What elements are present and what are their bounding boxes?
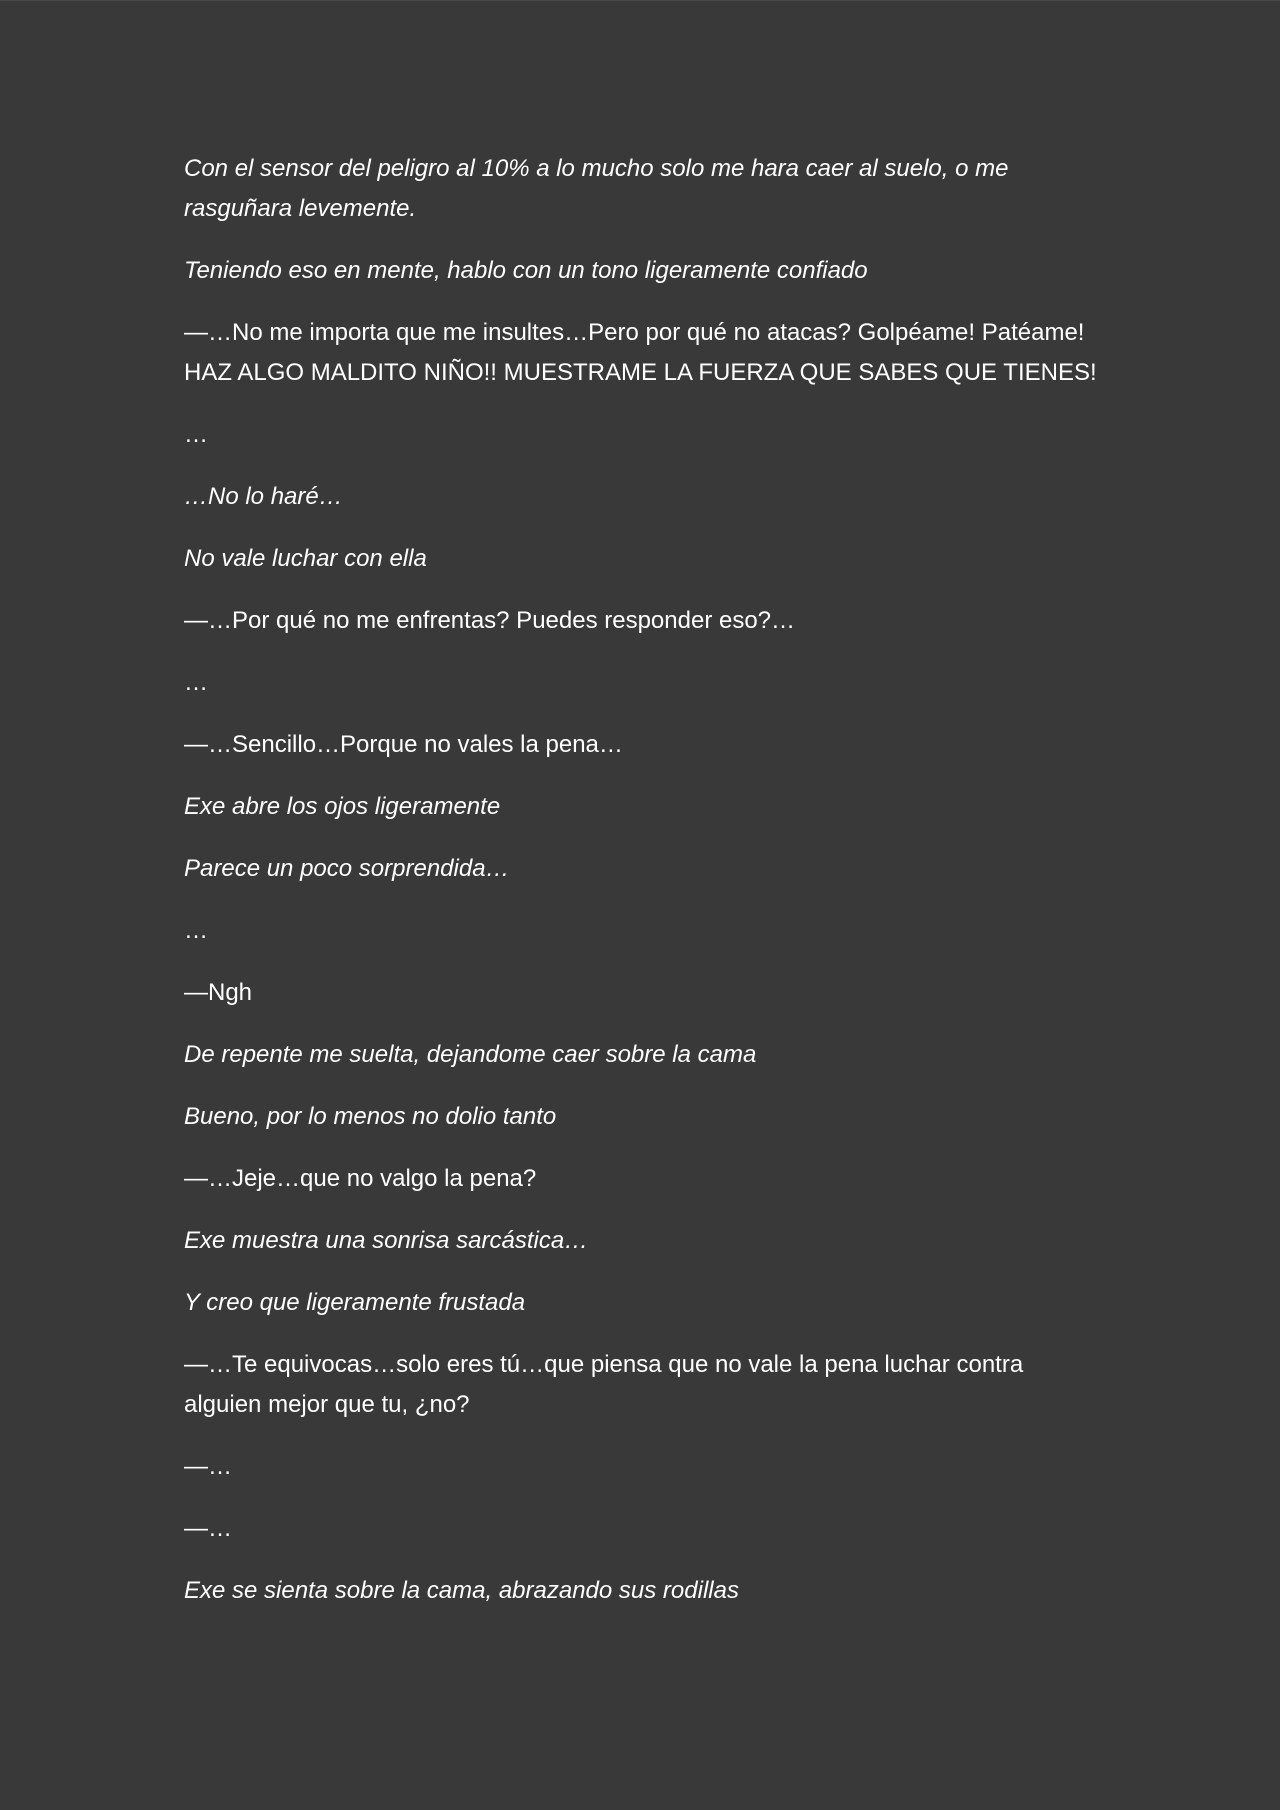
dialogue-line: …	[184, 917, 208, 944]
paragraph: Teniendo eso en mente, hablo con un tono ligeramente confiado	[184, 257, 868, 284]
dialogue-line: …	[184, 421, 208, 448]
paragraph: Con el sensor del peligro al 10% a lo mucho solo me hara caer al suelo, o me rasguñara levemente.	[184, 155, 1009, 222]
paragraph: …No lo haré…	[184, 483, 343, 510]
story-text	[184, 149, 1104, 1633]
paragraph: Y creo que ligeramente frustada	[184, 1289, 526, 1316]
dialogue-line: —…Por qué no me enfrentas? Puedes responder eso?…	[184, 607, 796, 634]
dialogue-line: —Ngh	[184, 979, 253, 1006]
dialogue-line: —…No me importa que me insultes…Pero por qué no atacas? Golpéame! Patéame! HAZ ALGO MALDITO NIÑO!! MUESTRAME LA FUERZA QUE SABES QUE TIENES!	[184, 319, 1097, 386]
paragraph: Parece un poco sorprendida…	[184, 855, 510, 882]
dialogue-line: …	[184, 669, 208, 696]
dialogue-line: —…	[184, 1515, 232, 1542]
paragraph: Exe se sienta sobre la cama, abrazando sus rodillas	[184, 1577, 739, 1604]
paragraph: Exe abre los ojos ligeramente	[184, 793, 501, 820]
paragraph: De repente me suelta, dejandome caer sobre la cama	[184, 1041, 757, 1068]
paragraph: Bueno, por lo menos no dolio tanto	[184, 1103, 557, 1130]
dialogue-line: —…Sencillo…Porque no vales la pena…	[184, 731, 623, 758]
paragraph: No vale luchar con ella	[184, 545, 427, 572]
dialogue-line: —…Jeje…que no valgo la pena?	[184, 1165, 537, 1192]
dialogue-line: —…Te equivocas…solo eres tú…que piensa que no vale la pena luchar contra alguien mejor que tu, ¿no?	[184, 1351, 1024, 1418]
dialogue-line: —…	[184, 1453, 232, 1480]
paragraph: Exe muestra una sonrisa sarcástica…	[184, 1227, 589, 1254]
